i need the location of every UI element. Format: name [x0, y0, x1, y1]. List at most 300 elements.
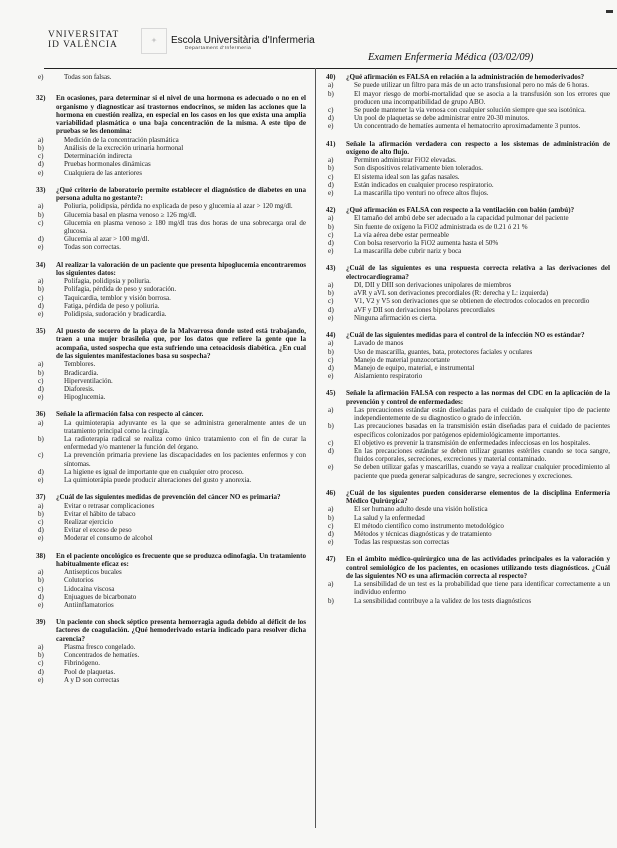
answer-option — [326, 173, 610, 181]
option-text: La higiene es igual de importante que en cualquier otro proceso. — [64, 467, 244, 476]
option-text: Polifagia, polidipsia y poliuria. — [64, 277, 151, 286]
option-letter: d) — [38, 667, 44, 676]
option-letter: a) — [38, 568, 44, 577]
answer-option — [326, 514, 610, 522]
question-text: ¿Cuál de las siguientes medidas para el control de la infección NO es estándar? — [346, 331, 585, 340]
answer-option — [36, 651, 306, 659]
option-text: Antiinflamatorios — [64, 600, 114, 609]
answer-option — [326, 505, 610, 513]
question-stem — [36, 261, 306, 278]
option-text: V1, V2 y V5 son derivaciones que se obtienen de electrodos colocados en precordio — [354, 297, 590, 306]
option-letter: a) — [328, 505, 334, 514]
option-text: Glucemia en plasma venoso ≥ 180 mg/dl tras dos horas de una sobrecarga oral de glucosa. — [64, 218, 306, 235]
answer-option — [326, 597, 610, 605]
question-number: 32) — [36, 94, 46, 103]
question-text: Señale la afirmación verdadera con respecto a los sistemas de administración de oxígeno de alto flujo. — [346, 139, 610, 156]
option-letter: d) — [328, 529, 334, 538]
university-name-line2: ID VALÈNCIA — [48, 40, 118, 50]
answer-option — [326, 522, 610, 530]
answer-option — [36, 285, 306, 293]
question-stem — [326, 206, 610, 214]
option-text: Hiperventilación. — [64, 376, 113, 385]
option-letter: a) — [38, 202, 44, 211]
answer-option — [36, 152, 306, 160]
option-letter: d) — [38, 235, 44, 244]
option-text: Lidocaína viscosa — [64, 584, 115, 593]
option-letter: e) — [38, 600, 44, 609]
option-letter: c) — [328, 172, 334, 181]
option-text: Moderar el consumo de alcohol — [64, 534, 153, 543]
question-number: 47) — [326, 555, 336, 564]
option-letter: c) — [38, 152, 44, 161]
option-text: Manejo de equipo, material, e instrumental — [354, 363, 475, 372]
option-text: El objetivo es prevenir la transmisión de enfermedades infecciosas en los hospitales. — [354, 438, 591, 447]
option-letter: c) — [38, 517, 44, 526]
option-letter: d) — [328, 363, 334, 372]
option-letter: b) — [38, 509, 44, 518]
option-letter: e) — [38, 168, 44, 177]
answer-option — [36, 451, 306, 467]
option-letter: c) — [328, 521, 334, 530]
answer-option — [326, 231, 610, 239]
option-text: Manejo de material punzocortante — [354, 355, 450, 364]
option-letter: e) — [38, 534, 44, 543]
question-number: 38) — [36, 551, 46, 560]
answer-option — [326, 372, 610, 380]
answer-option — [36, 676, 306, 684]
option-letter: c) — [328, 355, 334, 364]
option-text: Un pool de plaquetas se debe administrar entre 20-30 minutos. — [354, 114, 530, 123]
answer-option — [36, 211, 306, 219]
option-text: Enjuagues de bicarbonato — [64, 592, 137, 601]
option-text: Análisis de la excreción urinaria hormonal — [64, 143, 184, 152]
option-letter: a) — [328, 405, 334, 414]
option-letter: c) — [38, 218, 44, 227]
question-text: Al realizar la valoración de un paciente que presenta hipoglucemia encontraremos los siguientes datos: — [56, 260, 306, 277]
right-column — [326, 73, 610, 614]
answer-option — [36, 526, 306, 534]
university-logo-text — [48, 30, 119, 50]
option-text: Fatiga, pérdida de peso y poliuria. — [64, 301, 160, 310]
option-text: La mascarilla debe cubrir nariz y boca — [354, 247, 462, 256]
option-letter: c) — [328, 297, 334, 306]
option-letter: c) — [328, 438, 334, 447]
question-text: Al puesto de socorro de la playa de la Malvarrosa donde usted está trabajando, traen a una mujer brasileña que, por los datos que refiere la gente que la acompaña, usted sospecha que esta sufriendo una cetoacidosis diabética. ¿En cual de las siguientes manifestaciones basa su sospecha? — [56, 327, 306, 361]
answer-option — [326, 538, 610, 546]
question-text: En el paciente oncológico es frecuente que se produzca odinofagia. Un tratamiento habitualmente eficaz es: — [56, 551, 306, 568]
option-letter: a) — [38, 418, 44, 427]
answer-option — [326, 447, 610, 463]
answer-option — [326, 106, 610, 114]
question-number: 35) — [36, 327, 46, 336]
option-letter: a) — [38, 135, 44, 144]
option-letter: a) — [328, 81, 334, 90]
option-letter: b) — [38, 143, 44, 152]
option-text: Aislamiento respiratorio — [354, 372, 423, 381]
answer-option — [36, 169, 306, 177]
department-name: Departament d'Infermeria — [185, 46, 252, 51]
question-block — [36, 552, 306, 610]
question-text: ¿Qué afirmación es FALSA en relación a la administración de hemoderivados? — [346, 73, 585, 81]
answer-option — [326, 114, 610, 122]
option-letter: a) — [328, 156, 334, 165]
option-letter: e) — [328, 538, 334, 547]
option-text: El ser humano adulto desde una visión holística — [354, 505, 488, 514]
answer-option — [36, 593, 306, 601]
answer-option — [36, 585, 306, 593]
option-text: Taquicardia, temblor y visión borrosa. — [64, 293, 171, 302]
option-text: Diaforesis. — [64, 384, 95, 393]
exam-title: Examen Enfermeria Médica (03/02/09) — [368, 52, 534, 63]
question-stem — [326, 555, 610, 580]
question-block — [326, 140, 610, 198]
option-text: La vía aérea debe estar permeable — [354, 230, 450, 239]
option-text: El método científico como instrumento metodológico — [354, 521, 504, 530]
answer-option — [36, 160, 306, 168]
answer-option — [326, 530, 610, 538]
option-text: Concentrados de hematíes. — [64, 651, 140, 660]
answer-option — [36, 518, 306, 526]
question-text: ¿Qué criterio de laboratorio permite establecer el diagnóstico de diabetes en una persona adulta no gestante?: — [56, 185, 306, 202]
option-letter: e) — [38, 309, 44, 318]
answer-option — [36, 668, 306, 676]
option-text: Plasma fresco congelado. — [64, 643, 136, 652]
option-letter: e) — [328, 247, 334, 256]
answer-option — [326, 339, 610, 347]
question-block — [326, 331, 610, 380]
option-letter: b) — [328, 222, 334, 231]
option-text: Sin fuente de oxígeno la FiO2 administrada es de 0.21 ó 21 % — [354, 222, 528, 231]
question-number: 40) — [326, 73, 336, 81]
option-text: Se puede utilizar un filtro para más de un acto transfusional pero no más de 6 horas. — [354, 81, 590, 90]
question-stem — [36, 94, 306, 135]
answer-option — [326, 306, 610, 314]
answer-option — [326, 364, 610, 372]
question-number: 39) — [36, 618, 46, 627]
option-text: Se puede mantener la vía venosa con cualquier solución siempre que sea isotónica. — [354, 105, 586, 114]
option-text: La mascarilla tipo venturi no ofrece altos flujos. — [354, 188, 489, 197]
option-letter: e) — [328, 372, 334, 381]
answer-option — [326, 122, 610, 130]
answer-option — [326, 181, 610, 189]
answer-option — [36, 294, 306, 302]
option-text: Temblores. — [64, 360, 96, 369]
option-letter: b) — [38, 435, 44, 444]
answer-option — [36, 385, 306, 393]
question-text: Un paciente con shock séptico presenta hemorragia aguda debido al déficit de los factores de coagulación. ¿Qué hemoderivado estaría indicado para resolver dicha carencia? — [56, 618, 306, 643]
option-text: Polidipsia, sudoración y bradicardia. — [64, 309, 167, 318]
option-letter: a) — [38, 277, 44, 286]
option-text: Uso de mascarilla, guantes, bata, protectores faciales y oculares — [354, 347, 533, 356]
answer-option — [36, 360, 306, 368]
option-text: Realizar ejercicio — [64, 517, 114, 526]
question-stem — [36, 410, 306, 418]
option-letter: d) — [328, 305, 334, 314]
header-rule — [44, 68, 617, 69]
question-number: 33) — [36, 185, 46, 194]
answer-option — [36, 144, 306, 152]
option-text: Glucemia al azar > 100 mg/dl. — [64, 235, 150, 244]
answer-option — [36, 435, 306, 451]
option-text: La quimioterapia adyuvante es la que se administra generalmente antes de un tratamiento principal como la cirugía. — [64, 418, 306, 435]
option-letter: b) — [328, 164, 334, 173]
option-letter: a) — [38, 501, 44, 510]
question-stem — [36, 493, 306, 501]
answer-option — [326, 463, 610, 479]
question-block — [326, 555, 610, 605]
scan-mark — [606, 10, 613, 13]
option-letter: b) — [328, 596, 334, 605]
option-letter: b) — [38, 368, 44, 377]
option-text: La sensibilidad de un test es la probabilidad que tiene para identificar correctamente a un individuo enfermo — [354, 580, 610, 597]
option-text: La radioterapia radical se realiza como único tratamiento con el fin de curar la enfermedad y/o mantener la función del órgano. — [64, 435, 306, 452]
question-number: 44) — [326, 331, 336, 340]
answer-option — [36, 393, 306, 401]
option-letter: d) — [38, 384, 44, 393]
option-text: Todas las respuestas son correctas — [354, 538, 450, 547]
university-crest-icon: ✦ — [141, 28, 167, 54]
option-letter: a) — [328, 281, 334, 290]
option-letter: e) — [38, 73, 44, 81]
answer-option — [36, 202, 306, 210]
option-text: Hipoglucemia. — [64, 393, 106, 402]
option-text: Fibrinógeno. — [64, 659, 100, 668]
question-stem — [326, 331, 610, 339]
option-letter: d) — [328, 114, 334, 123]
option-letter: b) — [328, 347, 334, 356]
option-text: Están indicados en cualquier proceso respiratorio. — [354, 180, 494, 189]
answer-option — [36, 419, 306, 435]
answer-option — [36, 534, 306, 542]
option-letter: e) — [328, 188, 334, 197]
answer-option — [326, 439, 610, 447]
answer-option — [36, 510, 306, 518]
option-text: El sistema ideal son las gafas nasales. — [354, 172, 460, 181]
option-letter: b) — [38, 651, 44, 660]
option-text: Ninguna afirmación es cierta. — [354, 313, 437, 322]
question-stem — [326, 489, 610, 506]
answer-option — [36, 310, 306, 318]
option-letter: b) — [38, 576, 44, 585]
answer-option — [36, 468, 306, 476]
answer-option — [326, 247, 610, 255]
answer-option — [326, 156, 610, 164]
question-block — [36, 493, 306, 542]
answer-option — [36, 659, 306, 667]
answer-option — [36, 136, 306, 144]
question-number: 36) — [36, 410, 46, 419]
carryover-option — [36, 73, 306, 81]
option-letter: a) — [328, 339, 334, 348]
answer-option — [36, 377, 306, 385]
question-text: ¿Qué afirmación es FALSA con respecto a la ventilación con balón (ambú)? — [346, 206, 575, 215]
question-block — [36, 618, 306, 684]
question-block — [326, 73, 610, 131]
question-text: En ocasiones, para determinar si el nivel de una hormona es adecuado o no en el organismo y diagnosticar así trastornos endocrinos, se miden las acciones que la hormona en cuestión realiza, en especial en los casos en los que exista una amplia variabilidad plasmática o una baja concentración de la misma. A este tipo de pruebas se les denomina: — [56, 94, 306, 136]
answer-option — [326, 90, 610, 106]
answer-option — [36, 277, 306, 285]
school-name: Escola Universitària d'Infermeria — [171, 35, 315, 46]
option-text: Evitar el hábito de tabaco — [64, 509, 136, 518]
option-letter: a) — [38, 643, 44, 652]
option-text: Antisepticos bucales — [64, 568, 122, 577]
option-letter: e) — [328, 313, 334, 322]
answer-option — [326, 356, 610, 364]
answer-option — [36, 643, 306, 651]
question-stem — [36, 618, 306, 643]
answer-option — [36, 302, 306, 310]
option-letter: b) — [328, 89, 334, 98]
option-text: La prevención primaria previene las discapacidades en los pacientes enfermos y con síntomas. — [64, 451, 306, 468]
answer-option — [326, 406, 610, 422]
option-letter: d) — [38, 467, 44, 476]
answer-option — [326, 164, 610, 172]
option-text: Cualquiera de las anteriores — [64, 168, 142, 177]
option-letter: e) — [328, 463, 334, 472]
option-text: La sensibilidad contribuye a la validez de los tests diagnósticos — [354, 596, 532, 605]
question-stem — [36, 186, 306, 203]
option-text: En las precauciones estándar se deben utilizar guantes estériles cuando se toca sangre, fluidos corporales, secreciones, excreciones y material contaminado. — [354, 446, 610, 464]
question-number: 34) — [36, 260, 46, 269]
answer-option — [36, 502, 306, 510]
question-block — [326, 489, 610, 547]
option-text: Se deben utilizar gafas y mascarillas, cuando se vaya a realizar cualquier procedimiento al paciente que pueda generar salpicaduras de sangre, secreciones y excreciones. — [354, 463, 610, 480]
option-text: aVF y DII son derivaciones bipolares precordiales — [354, 305, 495, 314]
university-name-line1: VNIVERSITAT — [48, 30, 120, 40]
question-block — [36, 186, 306, 252]
option-text: aVR y aVL son derivaciones precordiales (R: derecha y L: izquierda) — [354, 289, 549, 298]
option-letter: b) — [38, 285, 44, 294]
option-letter: b) — [328, 422, 334, 431]
option-text: Evitar o retrasar complicaciones — [64, 501, 155, 510]
option-letter: e) — [38, 675, 44, 684]
column-divider — [315, 68, 316, 828]
option-text: Métodos y técnicas diagnósticas y de tratamiento — [354, 529, 492, 538]
answer-option — [326, 214, 610, 222]
option-letter: a) — [38, 360, 44, 369]
option-letter: c) — [38, 376, 44, 385]
question-number: 37) — [36, 493, 46, 502]
option-letter: a) — [328, 580, 334, 589]
question-stem — [326, 264, 610, 281]
left-column — [36, 73, 306, 693]
option-text: El mayor riesgo de morbi-mortalidad que se asocia a la transfusión son los errores que producen una incompatibilidad de grupo ABO. — [354, 89, 610, 106]
answer-option — [326, 314, 610, 322]
answer-option — [36, 476, 306, 484]
answer-option — [326, 81, 610, 89]
answer-option — [326, 297, 610, 305]
question-block — [36, 94, 306, 177]
question-number: 45) — [326, 389, 336, 398]
answer-option — [36, 369, 306, 377]
option-letter: c) — [38, 451, 44, 460]
option-text: Colutorios — [64, 576, 94, 585]
question-text: ¿Cuál de las siguientes medidas de prevención del cáncer NO es primaria? — [56, 493, 281, 502]
option-letter: c) — [38, 584, 44, 593]
option-text: Poliuria, polidipsia, pérdida no explicada de peso y glucemia al azar > 120 mg/dl. — [64, 202, 293, 211]
answer-option — [36, 243, 306, 251]
option-letter: b) — [38, 210, 44, 219]
option-letter: e) — [38, 393, 44, 402]
option-text: DI, DII y DIII son derivaciones unipolares de miembros — [354, 281, 512, 290]
option-text: El tamaño del ambú debe ser adecuado a la capacidad pulmonar del paciente — [354, 214, 569, 223]
answer-option — [326, 422, 610, 438]
answer-option — [326, 289, 610, 297]
option-text: Un concentrado de hematíes aumenta el hematocrito aproximadamente 3 puntos. — [354, 122, 581, 131]
option-letter: c) — [38, 659, 44, 668]
answer-option — [326, 239, 610, 247]
answer-option — [36, 568, 306, 576]
option-letter: d) — [38, 160, 44, 169]
option-text: La salud y la enfermedad — [354, 513, 425, 522]
question-number: 43) — [326, 264, 336, 273]
option-letter: d) — [328, 180, 334, 189]
question-stem — [326, 140, 610, 157]
question-number: 41) — [326, 139, 336, 148]
question-number: 46) — [326, 488, 336, 497]
question-block — [326, 389, 610, 479]
option-text: Medición de la concentración plasmática — [64, 135, 179, 144]
question-stem — [36, 552, 306, 569]
option-letter: d) — [38, 301, 44, 310]
answer-option — [36, 219, 306, 235]
option-text: Determinación indirecta — [64, 152, 132, 161]
option-text: Pool de plaquetas. — [64, 667, 116, 676]
question-number: 42) — [326, 206, 336, 215]
question-block — [36, 410, 306, 484]
answer-option — [326, 223, 610, 231]
option-letter: b) — [328, 513, 334, 522]
option-text: Bradicardia. — [64, 368, 99, 377]
option-letter: d) — [38, 526, 44, 535]
option-text: Pruebas hormonales dinámicas — [64, 160, 151, 169]
option-text: A y D son correctas — [64, 675, 120, 684]
option-letter: b) — [328, 289, 334, 298]
answer-option — [36, 601, 306, 609]
option-text: Con bolsa reservorio la FiO2 aumenta hasta el 50% — [354, 239, 499, 248]
option-letter: e) — [328, 122, 334, 131]
option-text: Permiten administrar FiO2 elevadas. — [354, 156, 457, 165]
option-text: Evitar el exceso de peso — [64, 526, 132, 535]
option-text: Polifagia, pérdida de peso y sudoración. — [64, 285, 177, 294]
answer-option — [326, 348, 610, 356]
question-text: ¿Cuál de los siguientes pueden considerarse elementos de la disciplina Enfermería Médico Quirúrgica? — [346, 488, 610, 506]
option-text: Todas son falsas. — [64, 73, 112, 81]
question-text: Señale la afirmación falsa con respecto al cáncer. — [56, 410, 204, 419]
question-text: En el ámbito médico-quirúrgico una de las actividades principales es la valoración y control semiológico de los pacientes, en ocasiones utilizando tests diagnósticos. ¿Cuál de las siguientes NO es una afirmación correcta al respecto? — [346, 555, 610, 580]
option-text: Glucemia basal en plasma venoso ≥ 126 mg/dl. — [64, 210, 197, 219]
option-text: Las precauciones basadas en la transmisión están diseñadas para el cuidado de pacientes específicos colonizados por patógenos epidemiológicamente importantes. — [354, 422, 610, 439]
answer-option — [326, 580, 610, 596]
page-header — [0, 0, 617, 62]
option-letter: e) — [38, 243, 44, 252]
option-text: Todas son correctas. — [64, 243, 121, 252]
answer-option — [326, 281, 610, 289]
question-stem — [326, 73, 610, 81]
option-letter: d) — [38, 592, 44, 601]
question-stem — [36, 327, 306, 360]
question-text: Señale la afirmación FALSA con respecto a las normas del CDC en la aplicación de la prevención y control de enfermedades: — [346, 389, 610, 406]
option-letter: d) — [328, 239, 334, 248]
question-stem — [326, 389, 610, 406]
question-block — [326, 206, 610, 255]
answer-option — [326, 189, 610, 197]
option-text: La quimioterápia puede producir alteraciones del gusto y anorexia. — [64, 476, 252, 485]
question-block — [36, 261, 306, 319]
question-block — [326, 264, 610, 322]
question-text: ¿Cuál de las siguientes es una respuesta correcta relativa a las derivaciones del electrocardiograma? — [346, 264, 610, 281]
option-text: Son dispositivos relativamente bien tolerados. — [354, 164, 483, 173]
